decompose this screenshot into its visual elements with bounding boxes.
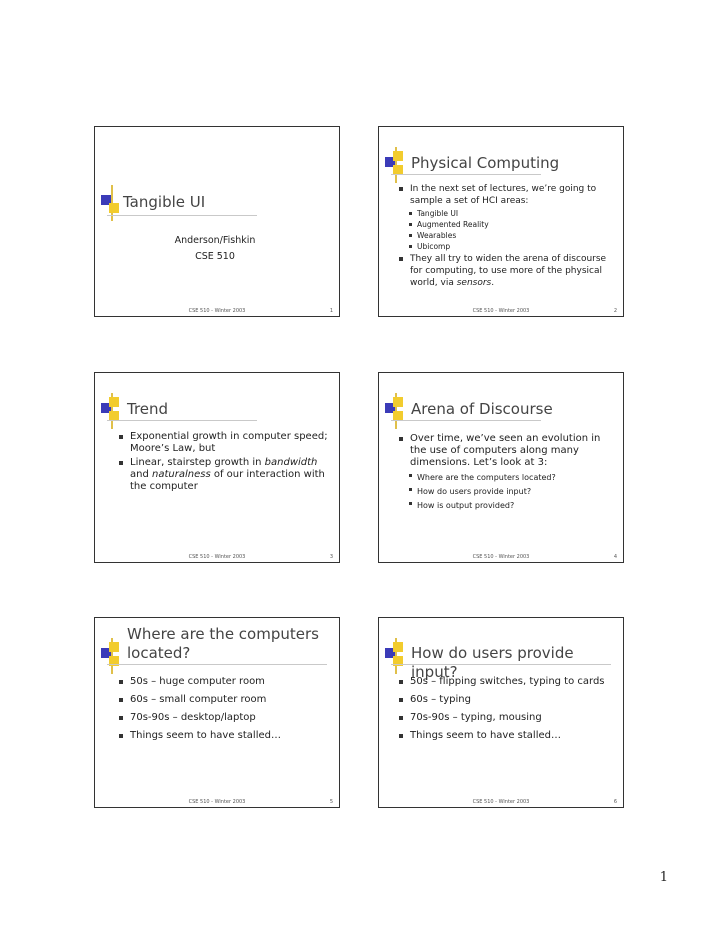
- title-rule: [107, 420, 257, 421]
- list-item: 60s – typing: [399, 694, 621, 706]
- page-number: 1: [659, 870, 668, 885]
- bullet-text: .: [491, 278, 495, 288]
- title-rule: [391, 174, 541, 175]
- footer-text: CSE 510 - Winter 2003: [188, 554, 246, 560]
- bullet-text: of our interaction with the computer: [130, 469, 325, 492]
- list-item: How is output provided?: [409, 499, 611, 512]
- bullet-text: They all try to widen the arena of discourse for computing, to use more of the physical world, via: [410, 254, 607, 288]
- slide-2: [378, 126, 624, 317]
- list-item: 50s – huge computer room: [119, 676, 331, 688]
- course-line: CSE 510: [195, 251, 235, 262]
- bullet-list: [399, 183, 611, 291]
- list-item: Wearables: [409, 231, 611, 241]
- slide-title: Arena of Discourse: [411, 400, 553, 418]
- slide-title: Trend: [127, 400, 169, 418]
- list-item: In the next set of lectures, we’re going to sample a set of HCI areas:: [399, 183, 611, 207]
- footer-text: CSE 510 - Winter 2003: [472, 308, 530, 314]
- slide-number: 6: [613, 799, 617, 805]
- slide-number: 1: [329, 308, 333, 314]
- list-item: Tangible UI: [409, 209, 611, 219]
- list-item: 70s-90s – typing, mousing: [399, 712, 621, 724]
- bullet-list: [399, 676, 621, 744]
- list-item: Ubicomp: [409, 242, 611, 252]
- title-line: located?: [127, 644, 191, 662]
- slide-number: 5: [329, 799, 333, 805]
- list-item: 50s – flipping switches, typing to cards: [399, 676, 621, 688]
- slide-3: [94, 372, 340, 563]
- title-rule: [107, 215, 257, 216]
- bullet-list: [119, 431, 331, 495]
- slide-number: 2: [613, 308, 617, 314]
- list-item: Augmented Reality: [409, 220, 611, 230]
- list-item: [399, 253, 611, 289]
- slide-title: Physical Computing: [411, 154, 560, 172]
- list-item: Over time, we’ve seen an evolution in the use of computers along many dimensions. Let’s look at 3:: [399, 433, 611, 469]
- slide-title: How do users provide input?: [411, 644, 574, 681]
- footer-text: CSE 510 - Winter 2003: [188, 799, 246, 805]
- bullet-text: and: [130, 469, 152, 480]
- footer-text: CSE 510 - Winter 2003: [472, 799, 530, 805]
- slide-subtitle: [155, 233, 275, 265]
- footer-text: CSE 510 - Winter 2003: [188, 308, 246, 314]
- bullet-emphasis: sensors: [456, 278, 492, 288]
- title-rule: [391, 420, 541, 421]
- list-item: 70s-90s – desktop/laptop: [119, 712, 331, 724]
- bullet-list: [119, 676, 331, 744]
- slide-title: [127, 625, 319, 663]
- slide-1: [94, 126, 340, 317]
- title-line: Where are the computers: [127, 625, 319, 643]
- slide-6: [378, 617, 624, 808]
- list-item: How do users provide input?: [409, 485, 611, 498]
- bullet-list: [399, 433, 611, 513]
- slide-4: [378, 372, 624, 563]
- list-item: Exponential growth in computer speed; Moore’s Law, but: [119, 431, 331, 455]
- list-item: Where are the computers located?: [409, 471, 611, 484]
- list-item: Things seem to have stalled…: [399, 730, 621, 742]
- slide-number: 4: [613, 554, 617, 560]
- footer-text: CSE 510 - Winter 2003: [472, 554, 530, 560]
- bullet-emphasis: naturalness: [152, 469, 211, 480]
- title-rule: [107, 664, 327, 665]
- bullet-emphasis: bandwidth: [264, 457, 318, 468]
- bullet-text: Linear, stairstep growth in: [130, 457, 265, 468]
- slide-5: [94, 617, 340, 808]
- author-line: Anderson/Fishkin: [174, 235, 256, 246]
- list-item: [119, 457, 331, 493]
- slide-number: 3: [329, 554, 333, 560]
- slide-title: Tangible UI: [123, 193, 206, 211]
- list-item: Things seem to have stalled…: [119, 730, 331, 742]
- list-item: 60s – small computer room: [119, 694, 331, 706]
